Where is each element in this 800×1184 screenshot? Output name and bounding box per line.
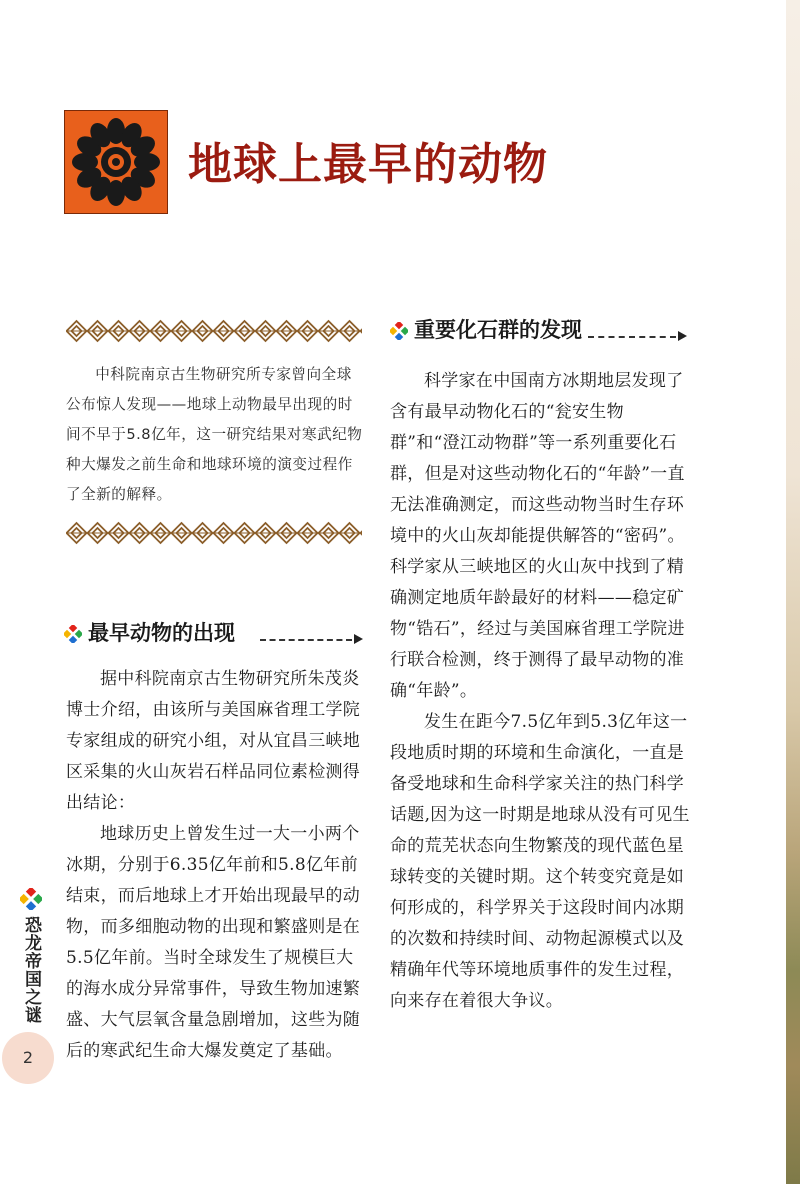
paragraph: 地球历史上曾发生过一大一小两个冰期，分别于6.35亿年前和5.8亿年前结束，而后地球上才开始出现最早的动物，而多细胞动物的出现和繁盛则是在5.5亿年前。当时全球发生了规模巨大的海水成分异常事件，导致生物加速繁盛、大气层氧含量急剧增加，这些为随后的寒武纪生命大爆发奠定了基础。 <box>66 824 361 1061</box>
section-heading-earliest-animals <box>64 617 364 647</box>
ornament-band-top <box>66 318 362 344</box>
ornament-band-bottom <box>66 520 362 546</box>
page-number: 2 <box>2 1032 54 1084</box>
four-dots-icon <box>390 322 408 340</box>
arrow-right-icon <box>354 634 363 644</box>
page-title: 地球上最早的动物 <box>188 139 548 190</box>
four-dots-icon <box>20 888 42 910</box>
dashed-rule <box>588 336 676 338</box>
section-heading-label: 重要化石群的发现 <box>414 318 582 342</box>
section-body-fossil-groups <box>390 366 690 1017</box>
dashed-rule <box>260 639 352 641</box>
section-body-earliest-animals <box>66 664 366 1067</box>
arrow-right-icon <box>678 331 687 341</box>
paragraph: 据中科院南京古生物研究所朱茂炎博士介绍，由该所与美国麻省理工学院专家组成的研究小组，对从宜昌三峡地区采集的火山灰岩石样品同位素检测得出结论： <box>66 669 361 813</box>
paragraph: 发生在距今7.5亿年到5.3亿年这一段地质时期的环境和生命演化，一直是备受地球和生命科学家关注的热门科学话题,因为这一时期是地球从没有可见生命的荒芜状态向生物繁茂的现代蓝色星球转变的关键时期。这个转变究竟是如何形成的，科学界关于这段时间内冰期的次数和持续时间、动物起源模式以及精确年代等环境地质事件的发生过程，向来存在着很大争议。 <box>390 712 690 1011</box>
book-series-title: 恐龙帝国之谜 <box>21 916 41 1024</box>
paragraph: 科学家在中国南方冰期地层发现了含有最早动物化石的“瓮安生物群”和“澄江动物群”等一系列重要化石群，但是对这些动物化石的“年龄”一直无法准确测定，而这些动物当时生存环境中的火山灰却能提供解答的“密码”。科学家从三峡地区的火山灰中找到了精确测定地质年龄最好的材料——稳定矿物“锆石”，经过与美国麻省理工学院进行联合检测，终于测得了最早动物的准确“年龄”。 <box>390 371 685 701</box>
four-dots-icon <box>64 625 82 643</box>
intro-text: 中科院南京古生物研究所专家曾向全球公布惊人发现——地球上动物最早出现的时间不早于5.8亿年，这一研究结果对寒武纪物种大爆发之前生命和地球环境的演变过程作了全新的解释。 <box>66 366 363 503</box>
section-heading-label: 最早动物的出现 <box>88 621 235 645</box>
landscape-strip <box>786 0 800 1184</box>
flower-rosette-icon <box>64 110 168 214</box>
section-heading-fossil-groups <box>390 314 690 344</box>
